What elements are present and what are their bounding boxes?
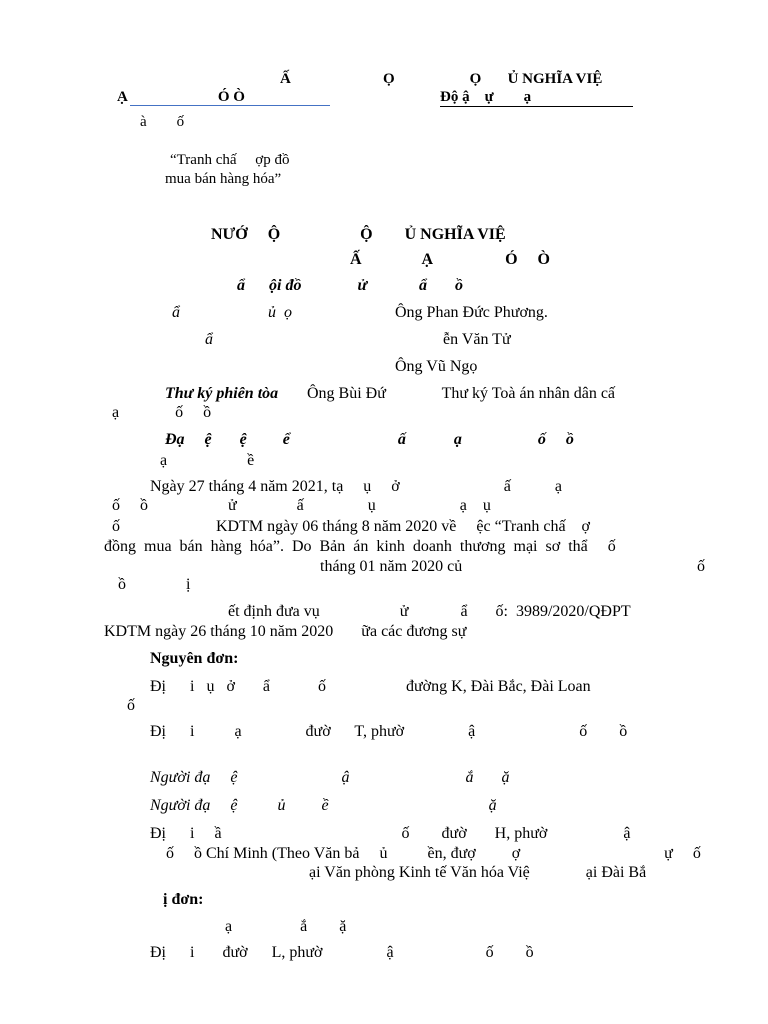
header-left-line2: Ạ Ó Ò — [117, 89, 245, 105]
header-left-line3: à ố — [140, 114, 185, 130]
defendant-line2: Đị i đườ L, phườ ậ ố ồ — [150, 944, 534, 961]
judge2-name: Ông Vũ Ngọ — [395, 358, 478, 375]
header-right-line2: Độ ậ ự ạ — [440, 89, 532, 105]
address-line1: Đị i ầ ố đườ H, phườ ậ — [150, 825, 631, 842]
header-left-rule — [130, 105, 330, 106]
header-right-rule — [440, 106, 633, 107]
representative-1: Người đạ ệ ậ ắ ặ — [150, 769, 510, 786]
address-line3: ại Văn phòng Kinh tế Văn hóa Việ ại Đài Bắ — [309, 864, 647, 881]
p1-line5: tháng 01 năm 2020 củ — [320, 558, 463, 575]
defendant-line1: ạ ắ ặ — [225, 918, 347, 935]
presiding-name: Ông Phan Đức Phương. — [395, 304, 548, 321]
presiding-label: ẩ ủ ọ — [172, 304, 292, 321]
clerk-value: Ông Bùi Đứ Thư ký Toà án nhân dân cấ — [307, 385, 616, 402]
plaintiff-line1-cont: ố — [127, 697, 135, 714]
p1-line2: ố ồ ử ấ ụ ạ ụ — [112, 497, 491, 514]
representative-2: Người đạ ệ ủ ề ặ — [150, 797, 497, 814]
address-line2: ố ồ Chí Minh (Theo Văn bả ủ ền, đượ ợ ự ố — [166, 845, 701, 862]
title-line2: Ấ Ạ Ó Ò — [350, 251, 550, 268]
prosecutor-label: Đạ ệ ệ ể ấ ạ ố ồ — [165, 431, 574, 448]
p2-line2: KDTM ngày 26 tháng 10 năm 2020 ữa các đương sự — [104, 623, 467, 640]
p1-line5-right: ố — [697, 558, 705, 575]
prosecutor-cont: ạ ề — [160, 452, 255, 469]
p2-line1: ết định đưa vụ ử ẩ ố: 3989/2020/QĐPT — [228, 603, 631, 620]
p1-line3: ố KDTM ngày 06 tháng 8 năm 2020 về ệc “Tranh chấ ợ — [112, 518, 591, 535]
header-right-line1: Ọ Ọ Ủ NGHĨA VIỆ — [383, 71, 603, 87]
title-line3: ẩ ội đồ ử ẩ ồ — [237, 277, 464, 294]
judge-label: ẩ — [205, 331, 213, 348]
defendant-heading: ị đơn: — [163, 891, 204, 908]
title-line1: NƯỚ Ộ Ộ Ủ NGHĨA VIỆ — [211, 226, 506, 243]
plaintiff-heading: Nguyên đơn: — [150, 650, 239, 667]
plaintiff-line2: Đị i ạ đườ T, phườ ậ ố ồ — [150, 723, 628, 740]
case-subject-line1: “Tranh chấ ợp đồ — [170, 152, 290, 168]
header-left-line1: Ấ — [280, 71, 291, 87]
judge-name: ễn Văn Tử — [443, 331, 511, 348]
clerk-label: Thư ký phiên tòa — [165, 385, 279, 402]
p1-line4: đồng mua bán hàng hóa”. Do Bản án kinh doanh thương mại sơ thẩ ố — [104, 538, 616, 555]
case-subject-line2: mua bán hàng hóa” — [165, 171, 282, 187]
p1-line6: ồ ị — [118, 576, 191, 593]
clerk-cont: ạ ố ồ — [112, 404, 212, 421]
plaintiff-line1: Đị i ụ ở ẩ ố đường K, Đài Bắc, Đài Loan — [150, 678, 591, 695]
p1-line1: Ngày 27 tháng 4 năm 2021, tạ ụ ở ấ ạ — [150, 478, 562, 495]
